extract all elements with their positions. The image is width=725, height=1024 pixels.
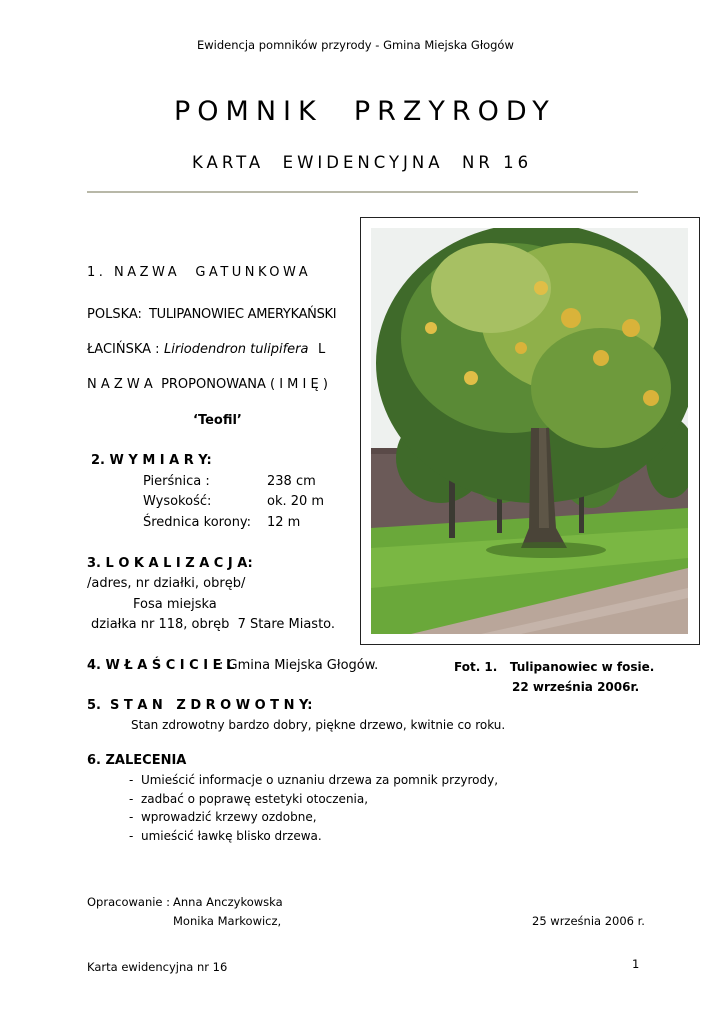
- section-1-heading: 1. NAZWA GATUNKOWA: [87, 265, 312, 280]
- latin-name-value: Liriodendron tulipifera: [164, 342, 309, 357]
- prepared-by-label: Opracowanie :: [87, 895, 171, 909]
- section-2-heading: 2. W Y M I A R Y:: [91, 453, 212, 468]
- location-hint: /adres, nr działki, obręb/: [87, 576, 246, 591]
- photo-caption-line-2: 22 września 2006r.: [512, 680, 640, 694]
- tree-photo: [371, 228, 688, 634]
- dimension-value: 238 cm: [267, 474, 316, 489]
- location-plot: działka nr 118, obręb 7 Stare Miasto.: [91, 617, 336, 632]
- title-rule: [87, 191, 638, 193]
- page-number: 1: [632, 957, 640, 971]
- recommendation-item: - Umieścić informacje o uznaniu drzewa za pomnik przyrody,: [129, 773, 499, 787]
- recommendation-item: - wprowadzić krzewy ozdobne,: [129, 810, 317, 824]
- latin-name-label: ŁACIŃSKA :: [87, 342, 160, 357]
- latin-name-suffix: L: [318, 342, 326, 357]
- dimension-label: Wysokość:: [143, 494, 212, 509]
- document-subtitle: KARTA EWIDENCYJNA NR 16: [192, 153, 533, 172]
- tree-photo-illustration: [371, 228, 688, 634]
- dimension-value: 12 m: [267, 515, 301, 530]
- document-date: 25 września 2006 r.: [532, 914, 645, 928]
- section-3-heading: 3. L O K A L I Z A C J A:: [87, 556, 253, 571]
- section-4-heading: 4. W Ł A Ś C I C I E L: [87, 658, 235, 673]
- proposed-name-value: ‘Teofil’: [193, 413, 242, 428]
- photo-caption-line-1: Fot. 1. Tulipanowiec w fosie.: [454, 660, 655, 674]
- location-place: Fosa miejska: [133, 597, 217, 612]
- polish-name-value: TULIPANOWIEC AMERYKAŃSKI: [149, 307, 337, 322]
- document-title: POMNIK PRZYRODY: [174, 96, 556, 127]
- running-header: Ewidencja pomników przyrody - Gmina Miejska Głogów: [197, 38, 514, 52]
- dimension-value: ok. 20 m: [267, 494, 325, 509]
- polish-name-label: POLSKA:: [87, 307, 142, 322]
- dimension-label: Pierśnica :: [143, 474, 210, 489]
- section-6-heading: 6. ZALECENIA: [87, 753, 187, 768]
- author-name: Anna Anczykowska: [173, 895, 283, 909]
- author-name: Monika Markowicz,: [173, 914, 282, 928]
- recommendation-item: - zadbać o poprawę estetyki otoczenia,: [129, 792, 369, 806]
- footer-document-label: Karta ewidencyjna nr 16: [87, 960, 228, 974]
- owner-value: : Gmina Miejska Głogów.: [219, 658, 379, 673]
- section-5-heading: 5. S T A N Z D R O W O T N Y:: [87, 698, 313, 713]
- proposed-name-label: N A Z W A PROPONOWANA ( I M I Ę ): [87, 377, 328, 392]
- dimension-label: Średnica korony:: [143, 515, 252, 530]
- recommendation-item: - umieścić ławkę blisko drzewa.: [129, 829, 322, 843]
- health-status: Stan zdrowotny bardzo dobry, piękne drzewo, kwitnie co roku.: [131, 718, 506, 732]
